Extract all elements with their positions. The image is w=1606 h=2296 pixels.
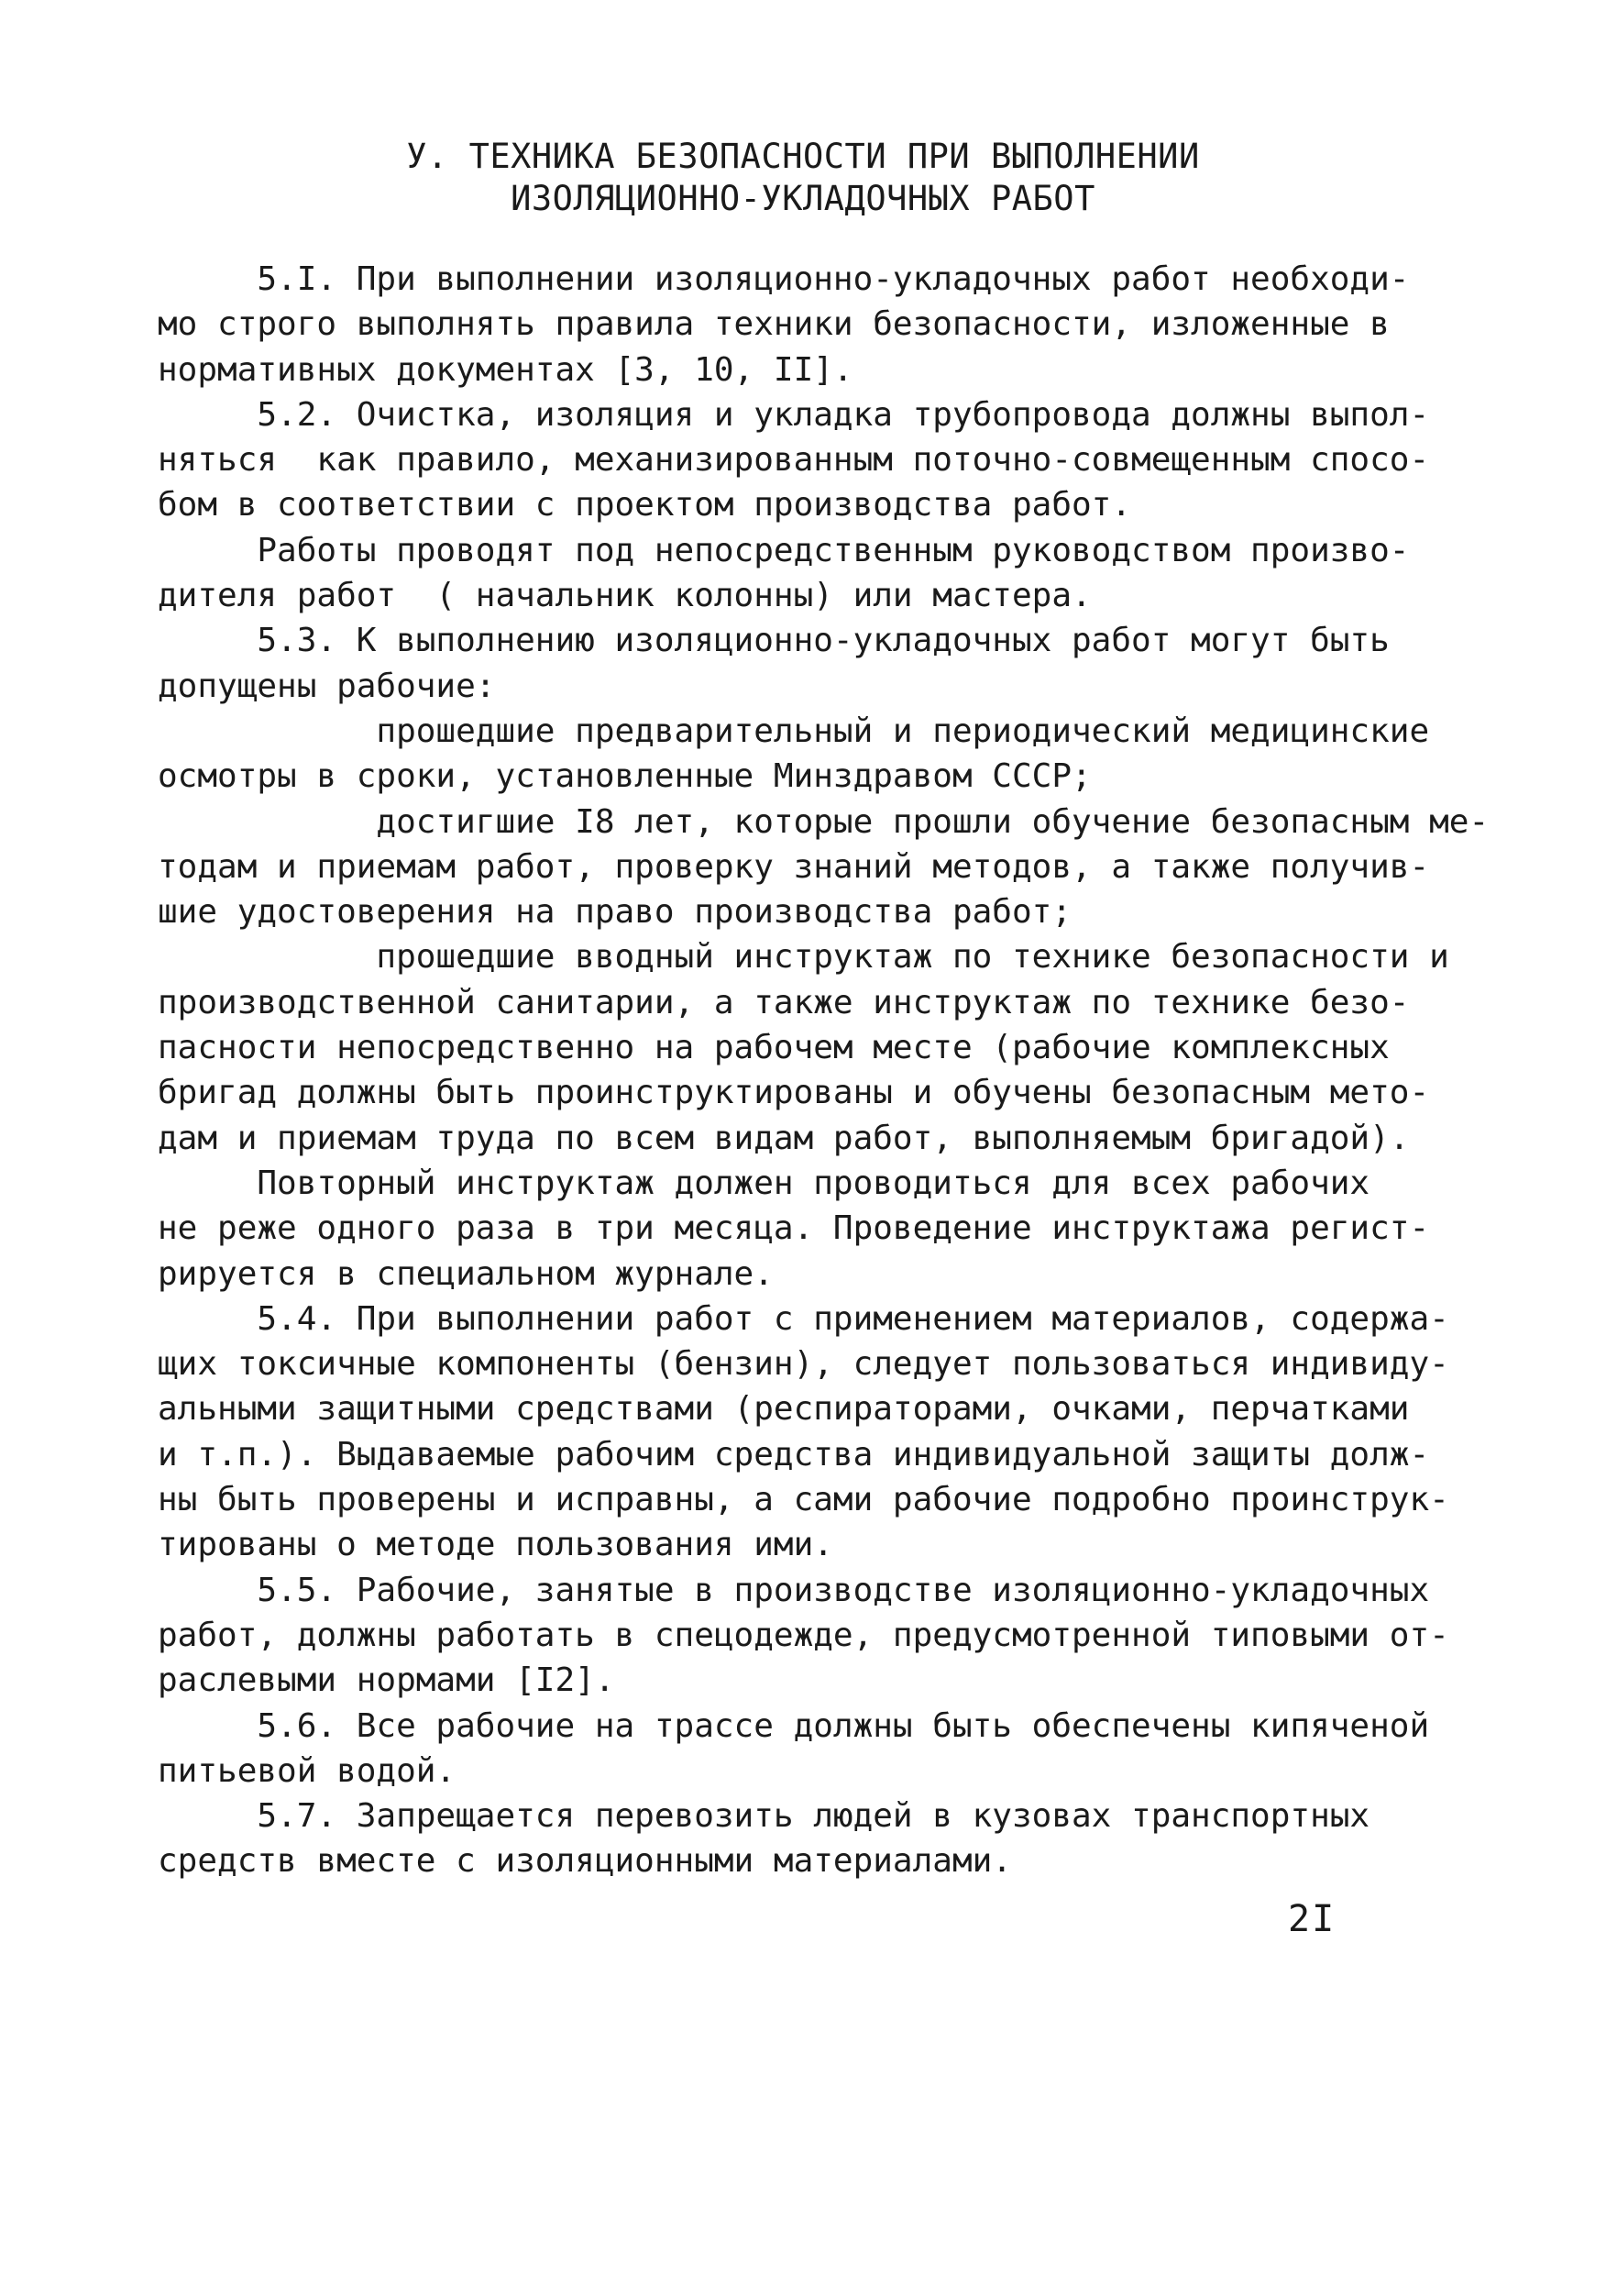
text-line: производственной санитарии, а также инструктаж по технике безо-	[158, 983, 1410, 1021]
text-line: 5.7. Запрещается перевозить людей в кузовах транспортных	[158, 1797, 1370, 1836]
text-line: 5.4. При выполнении работ с применением материалов, содержа-	[158, 1299, 1449, 1338]
text-line: няться как правило, механизированным поточно-совмещенным спосо-	[158, 441, 1430, 480]
text-line: мо строго выполнять правила техники безопасности, изложенные в	[158, 305, 1390, 344]
text-line: тодам и приемам работ, проверку знаний методов, а также получив-	[158, 847, 1430, 886]
text-line: 5.3. К выполнению изоляционно-укладочных работ могут быть	[158, 622, 1390, 660]
text-line: прошедшие вводный инструктаж по технике безопасности и	[158, 938, 1449, 977]
text-line: допущены рабочие:	[158, 667, 496, 705]
section-heading	[0, 136, 1606, 220]
text-line: нормативных документах [3, 10, II].	[158, 350, 853, 389]
text-line: достигшие I8 лет, которые прошли обучение безопасным ме-	[158, 802, 1490, 841]
text-line: средств вместе с изоляционными материалами.	[158, 1842, 1012, 1881]
text-line: и т.п.). Выдаваемые рабочим средства индивидуальной защиты долж-	[158, 1435, 1430, 1474]
text-line: рируется в специальном журнале.	[158, 1254, 774, 1293]
text-line: щих токсичные компоненты (бензин), следует пользоваться индивиду-	[158, 1345, 1449, 1384]
heading-line-1: У. ТЕХНИКА БЕЗОПАСНОСТИ ПРИ ВЫПОЛНЕНИИ	[406, 137, 1200, 176]
page-number: 2I	[1288, 1898, 1336, 1940]
text-line: питьевой водой.	[158, 1751, 456, 1790]
text-line: дителя работ ( начальник колонны) или мастера.	[158, 577, 1092, 615]
text-line: Повторный инструктаж должен проводиться для всех рабочих	[158, 1164, 1370, 1202]
text-line: осмотры в сроки, установленные Минздравом СССР;	[158, 757, 1092, 796]
body-text	[158, 257, 1490, 1884]
text-line: 5.2. Очистка, изоляция и укладка трубопровода должны выпол-	[158, 395, 1430, 434]
text-line: альными защитными средствами (респираторами, очками, перчатками	[158, 1390, 1410, 1429]
text-line: 5.5. Рабочие, занятые в производстве изоляционно-укладочных	[158, 1571, 1430, 1609]
text-line: работ, должны работать в спецодежде, предусмотренной типовыми от-	[158, 1616, 1449, 1654]
text-line: шие удостоверения на право производства работ;	[158, 893, 1072, 932]
text-line: прошедшие предварительный и периодический медицинские	[158, 712, 1430, 750]
text-line: раслевыми нормами [I2].	[158, 1661, 615, 1700]
text-line: Работы проводят под непосредственным руководством произво-	[158, 531, 1410, 569]
text-line: тированы о методе пользования ими.	[158, 1526, 833, 1564]
text-line: 5.I. При выполнении изоляционно-укладочных работ необходи-	[158, 260, 1410, 298]
text-line: бригад должны быть проинструктированы и обучены безопасным мето-	[158, 1074, 1430, 1112]
heading-line-2: ИЗОЛЯЦИОННО-УКЛАДОЧНЫХ РАБОТ	[511, 179, 1095, 218]
text-line: бом в соответствии с проектом производства работ.	[158, 486, 1132, 524]
text-line: ны быть проверены и исправны, а сами рабочие подробно проинструк-	[158, 1481, 1449, 1519]
text-line: дам и приемам труда по всем видам работ, выполняемым бригадой).	[158, 1119, 1410, 1157]
text-line: не реже одного раза в три месяца. Проведение инструктажа регист-	[158, 1209, 1430, 1248]
text-line: 5.6. Все рабочие на трассе должны быть обеспечены кипяченой	[158, 1706, 1430, 1745]
text-line: пасности непосредственно на рабочем месте (рабочие комплексных	[158, 1029, 1390, 1067]
